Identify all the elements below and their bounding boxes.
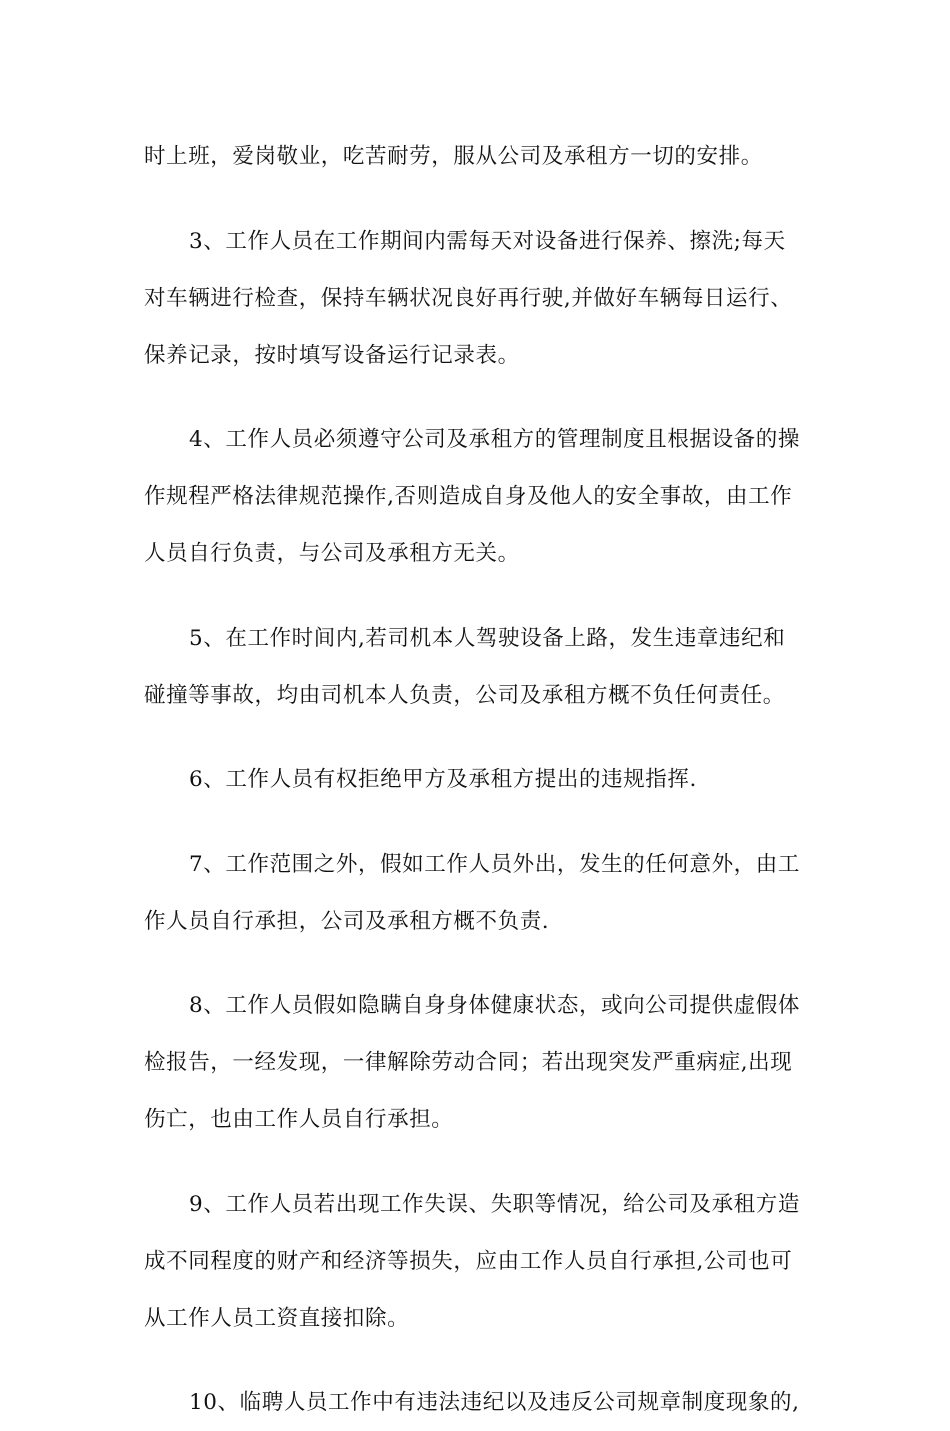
text-line: 10、临聘人员工作中有违法违纪以及违反公司规章制度现象的, (189, 1390, 800, 1415)
text-line: 保养记录，按时填写设备运行记录表。 (144, 342, 520, 368)
text-line: 成不同程度的财产和经济等损失，应由工作人员自行承担,公司也可 (144, 1248, 793, 1274)
paragraph-item-5 (144, 610, 809, 724)
paragraph-item-3 (144, 213, 809, 384)
text-line: 7、工作范围之外，假如工作人员外出，发生的任何意外，由工 (189, 851, 800, 877)
text-line: 作规程严格法律规范操作,否则造成自身及他人的安全事故，由工作 (144, 484, 793, 509)
text-line: 对车辆进行检查，保持车辆状况良好再行驶,并做好车辆每日运行、 (144, 285, 793, 311)
text-line: 4、工作人员必须遵守公司及承租方的管理制度且根据设备的操 (189, 427, 800, 452)
text-line: 6、工作人员有权拒绝甲方及承租方提出的违规指挥. (189, 767, 697, 792)
text-line: 9、工作人员若出现工作失误、失职等情况，给公司及承租方造 (189, 1191, 800, 1217)
text-line: 从工作人员工资直接扣除。 (144, 1305, 410, 1331)
text-line: 时上班，爱岗敬业，吃苦耐劳，服从公司及承租方一切的安排。 (144, 144, 763, 169)
text-line: 伤亡，也由工作人员自行承担。 (144, 1107, 454, 1132)
text-line: 检报告，一经发现，一律解除劳动合同；若出现突发严重病症,出现 (144, 1050, 793, 1075)
text-line: 作人员自行承担，公司及承租方概不负责. (144, 908, 550, 934)
paragraph-item-7 (144, 836, 809, 950)
document-body (144, 128, 809, 1431)
text-line: 碰撞等事故，均由司机本人负责，公司及承租方概不负任何责任。 (144, 682, 785, 708)
text-line: 3、工作人员在工作期间内需每天对设备进行保养、擦洗;每天 (189, 228, 786, 254)
paragraph-item-9 (144, 1176, 809, 1347)
paragraph-item-4 (144, 411, 809, 582)
paragraph (144, 128, 809, 185)
text-line: 人员自行负责，与公司及承租方无关。 (144, 541, 520, 566)
text-line: 5、在工作时间内,若司机本人驾驶设备上路，发生违章违纪和 (189, 625, 786, 651)
paragraph-item-8 (144, 977, 809, 1148)
text-line: 8、工作人员假如隐瞒自身身体健康状态，或向公司提供虚假体 (189, 993, 800, 1018)
paragraph-item-6 (144, 751, 809, 808)
paragraph-item-10 (144, 1374, 809, 1431)
